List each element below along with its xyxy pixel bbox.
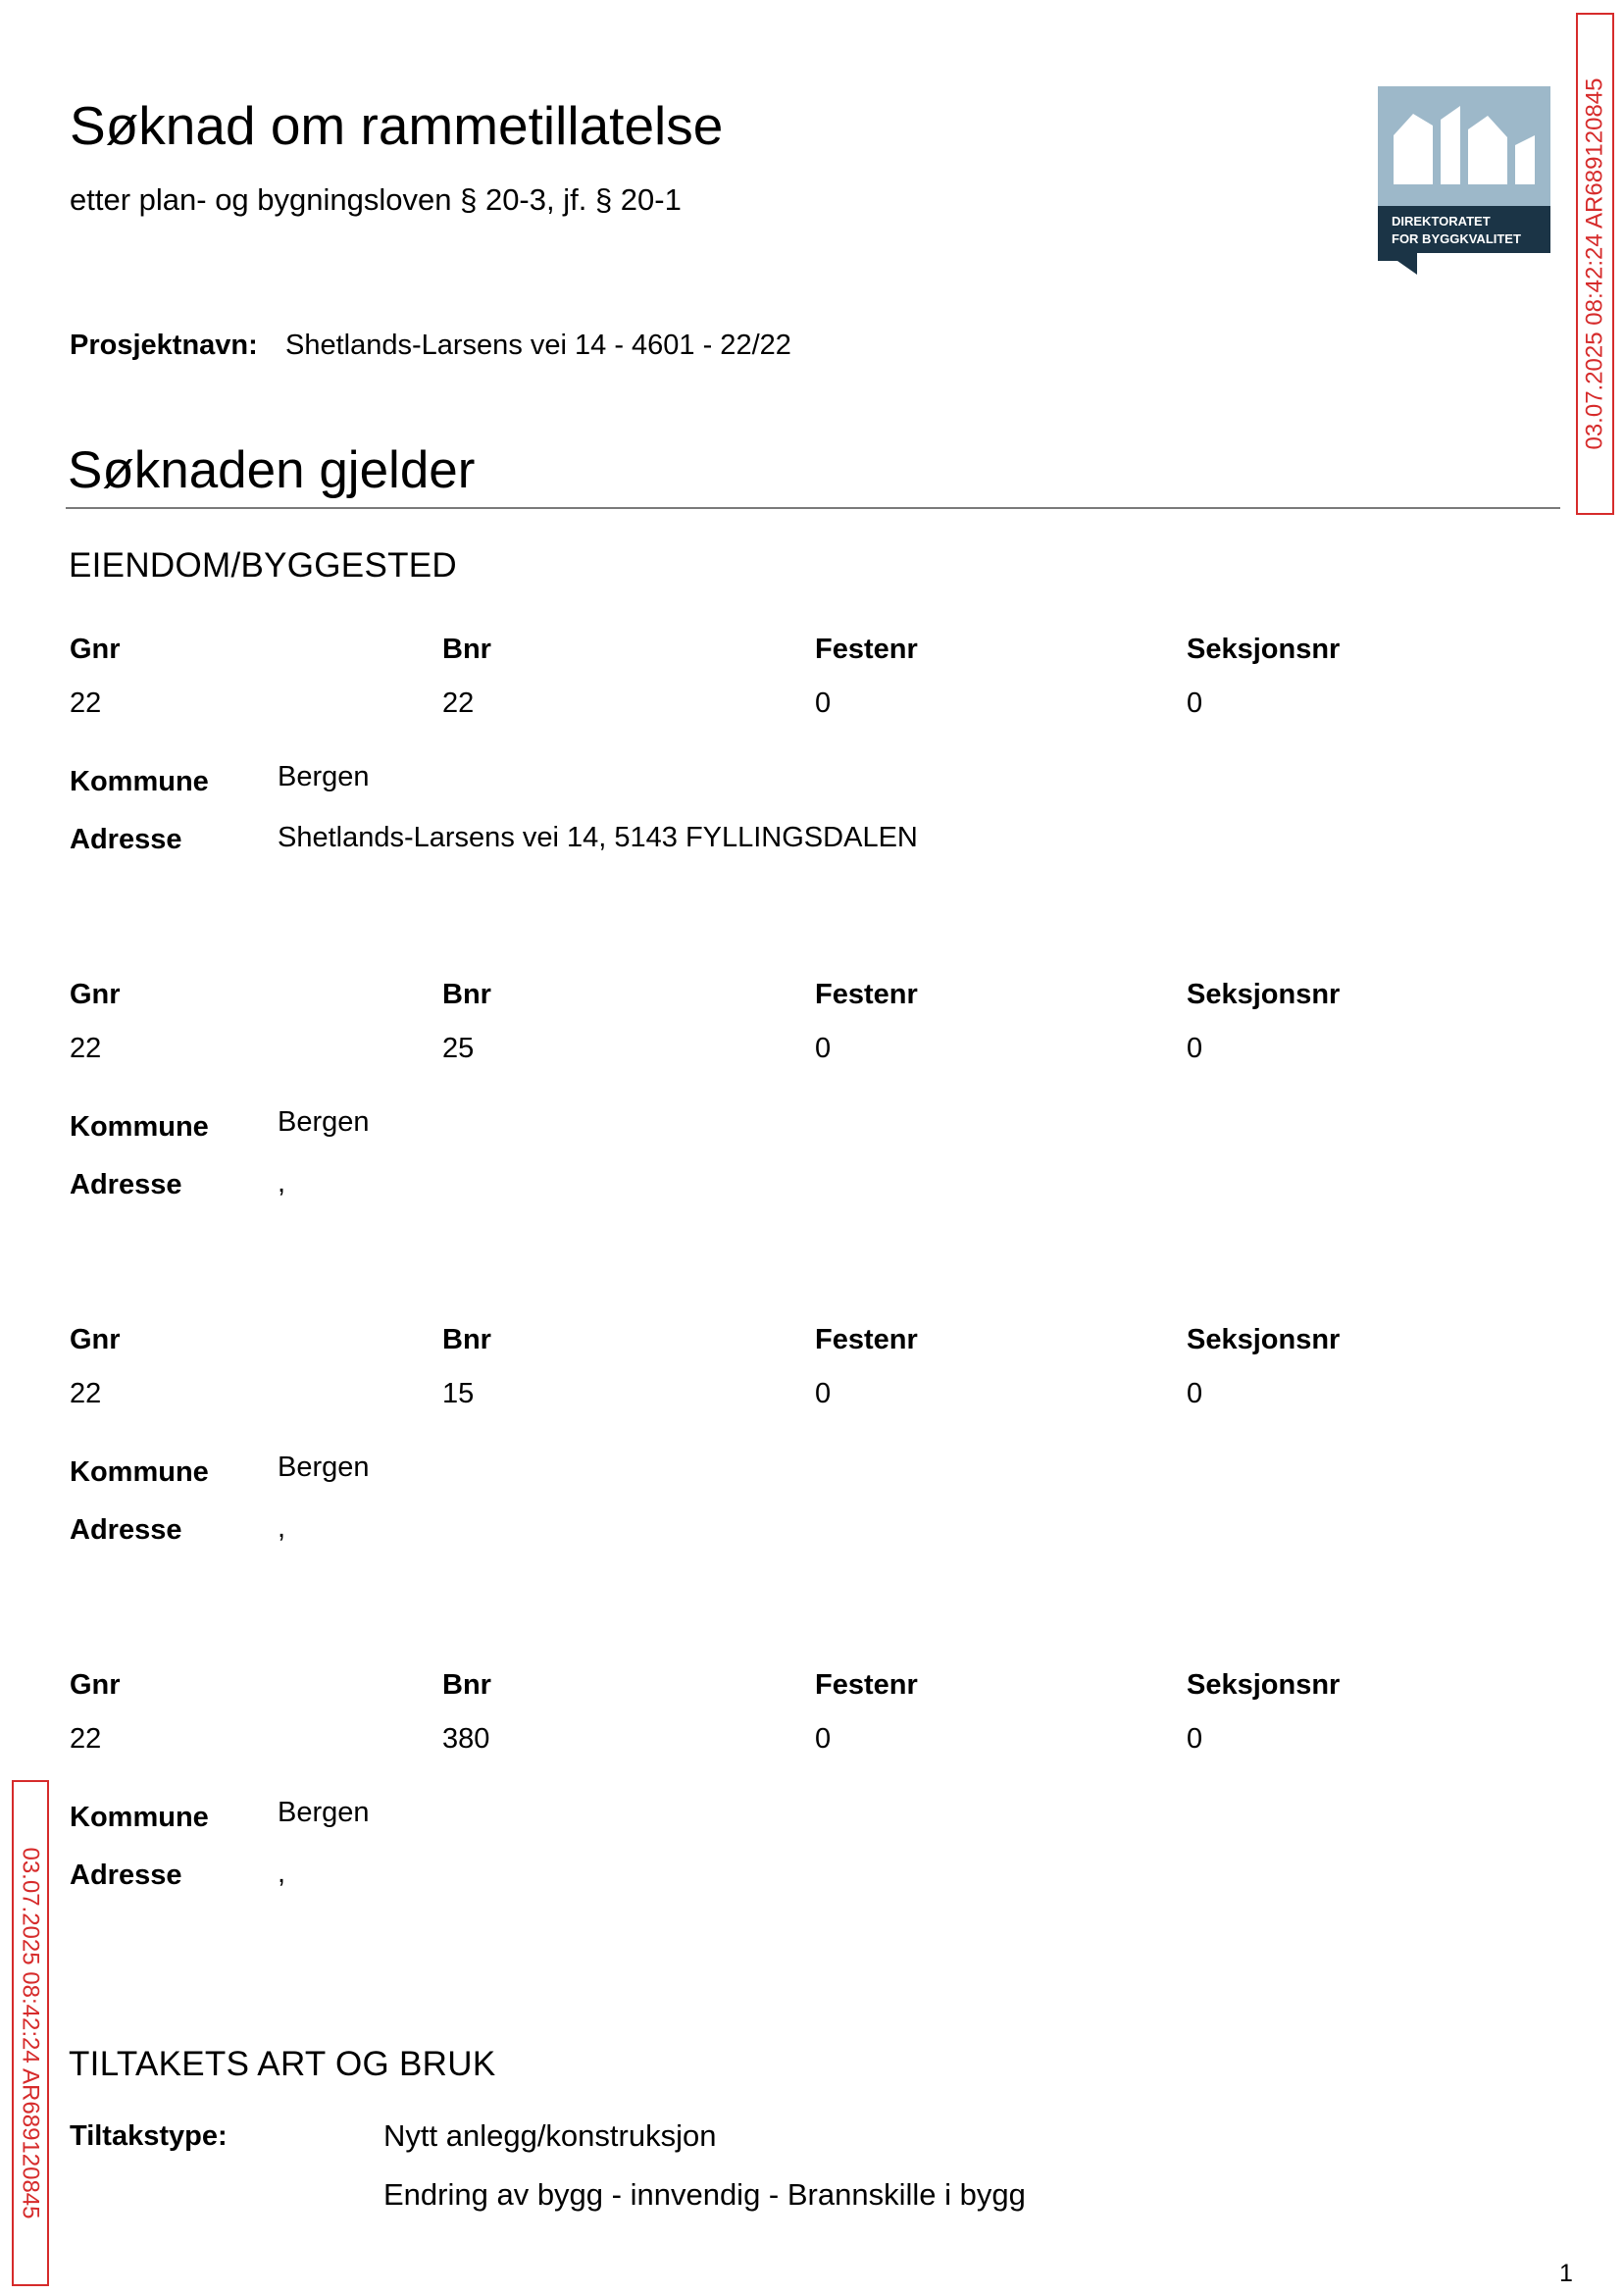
kommune-value: Bergen bbox=[278, 1106, 370, 1138]
section-title: Søknaden gjelder bbox=[68, 441, 476, 499]
adresse-label: Adresse bbox=[70, 1860, 182, 1891]
page-number: 1 bbox=[1559, 2260, 1573, 2287]
kommune-label: Kommune bbox=[70, 766, 209, 797]
adresse-value: , bbox=[278, 1858, 286, 1889]
kommune-value: Bergen bbox=[278, 1452, 370, 1483]
tiltakstype-label: Tiltakstype: bbox=[70, 2120, 228, 2152]
seksjonsnr-value: 0 bbox=[1187, 688, 1203, 719]
festenr-label: Festenr bbox=[815, 979, 918, 1010]
festenr-value: 0 bbox=[815, 1723, 832, 1755]
seksjonsnr-label: Seksjonsnr bbox=[1187, 634, 1341, 665]
tiltakstype-value: Endring av bygg - innvendig - Brannskille i bygg bbox=[383, 2177, 1026, 2212]
adresse-label: Adresse bbox=[70, 1514, 182, 1546]
bnr-value: 25 bbox=[442, 1033, 475, 1064]
document-title: Søknad om rammetillatelse bbox=[70, 95, 724, 156]
bnr-value: 22 bbox=[442, 688, 475, 719]
document-subtitle: etter plan- og bygningsloven § 20-3, jf. § 20-1 bbox=[70, 182, 682, 217]
bnr-label: Bnr bbox=[442, 979, 491, 1010]
bnr-label: Bnr bbox=[442, 634, 491, 665]
seksjonsnr-value: 0 bbox=[1187, 1033, 1203, 1064]
gnr-label: Gnr bbox=[70, 634, 121, 665]
tiltak-heading: TILTAKETS ART OG BRUK bbox=[69, 2045, 496, 2083]
seksjonsnr-value: 0 bbox=[1187, 1723, 1203, 1755]
festenr-label: Festenr bbox=[815, 1669, 918, 1701]
gnr-value: 22 bbox=[70, 1033, 102, 1064]
bnr-value: 15 bbox=[442, 1378, 475, 1409]
seksjonsnr-value: 0 bbox=[1187, 1378, 1203, 1409]
festenr-label: Festenr bbox=[815, 634, 918, 665]
festenr-label: Festenr bbox=[815, 1324, 918, 1355]
gnr-label: Gnr bbox=[70, 1324, 121, 1355]
tiltakstype-value: Nytt anlegg/konstruksjon bbox=[383, 2118, 717, 2153]
seksjonsnr-label: Seksjonsnr bbox=[1187, 979, 1341, 1010]
bnr-value: 380 bbox=[442, 1723, 490, 1755]
kommune-label: Kommune bbox=[70, 1111, 209, 1143]
kommune-label: Kommune bbox=[70, 1456, 209, 1488]
festenr-value: 0 bbox=[815, 1033, 832, 1064]
logo-text-line1: DIREKTORATET bbox=[1392, 214, 1491, 229]
bnr-label: Bnr bbox=[442, 1669, 491, 1701]
adresse-label: Adresse bbox=[70, 1169, 182, 1200]
festenr-value: 0 bbox=[815, 1378, 832, 1409]
gnr-label: Gnr bbox=[70, 979, 121, 1010]
logo-text-line2: FOR BYGGKVALITET bbox=[1392, 231, 1521, 246]
project-name-label: Prosjektnavn: bbox=[70, 330, 258, 361]
seksjonsnr-label: Seksjonsnr bbox=[1187, 1669, 1341, 1701]
project-name-value: Shetlands-Larsens vei 14 - 4601 - 22/22 bbox=[285, 330, 791, 361]
gnr-value: 22 bbox=[70, 1723, 102, 1755]
adresse-value: , bbox=[278, 1167, 286, 1198]
section-divider bbox=[66, 507, 1560, 509]
gnr-label: Gnr bbox=[70, 1669, 121, 1701]
kommune-label: Kommune bbox=[70, 1802, 209, 1833]
bnr-label: Bnr bbox=[442, 1324, 491, 1355]
festenr-value: 0 bbox=[815, 688, 832, 719]
stamp-text: 03.07.2025 08:42:24 AR689120845 bbox=[18, 1847, 44, 2219]
dibk-logo bbox=[1378, 86, 1550, 275]
kommune-value: Bergen bbox=[278, 761, 370, 792]
eiendom-heading: EIENDOM/BYGGESTED bbox=[69, 546, 457, 585]
adresse-value: Shetlands-Larsens vei 14, 5143 FYLLINGSDALEN bbox=[278, 822, 918, 853]
stamp-text: 03.07.2025 08:42:24 AR689120845 bbox=[1581, 77, 1608, 450]
adresse-value: , bbox=[278, 1512, 286, 1544]
timestamp-stamp-top bbox=[1576, 13, 1614, 515]
seksjonsnr-label: Seksjonsnr bbox=[1187, 1324, 1341, 1355]
timestamp-stamp-bottom bbox=[12, 1780, 49, 2286]
adresse-label: Adresse bbox=[70, 824, 182, 855]
gnr-value: 22 bbox=[70, 1378, 102, 1409]
gnr-value: 22 bbox=[70, 688, 102, 719]
kommune-value: Bergen bbox=[278, 1797, 370, 1828]
